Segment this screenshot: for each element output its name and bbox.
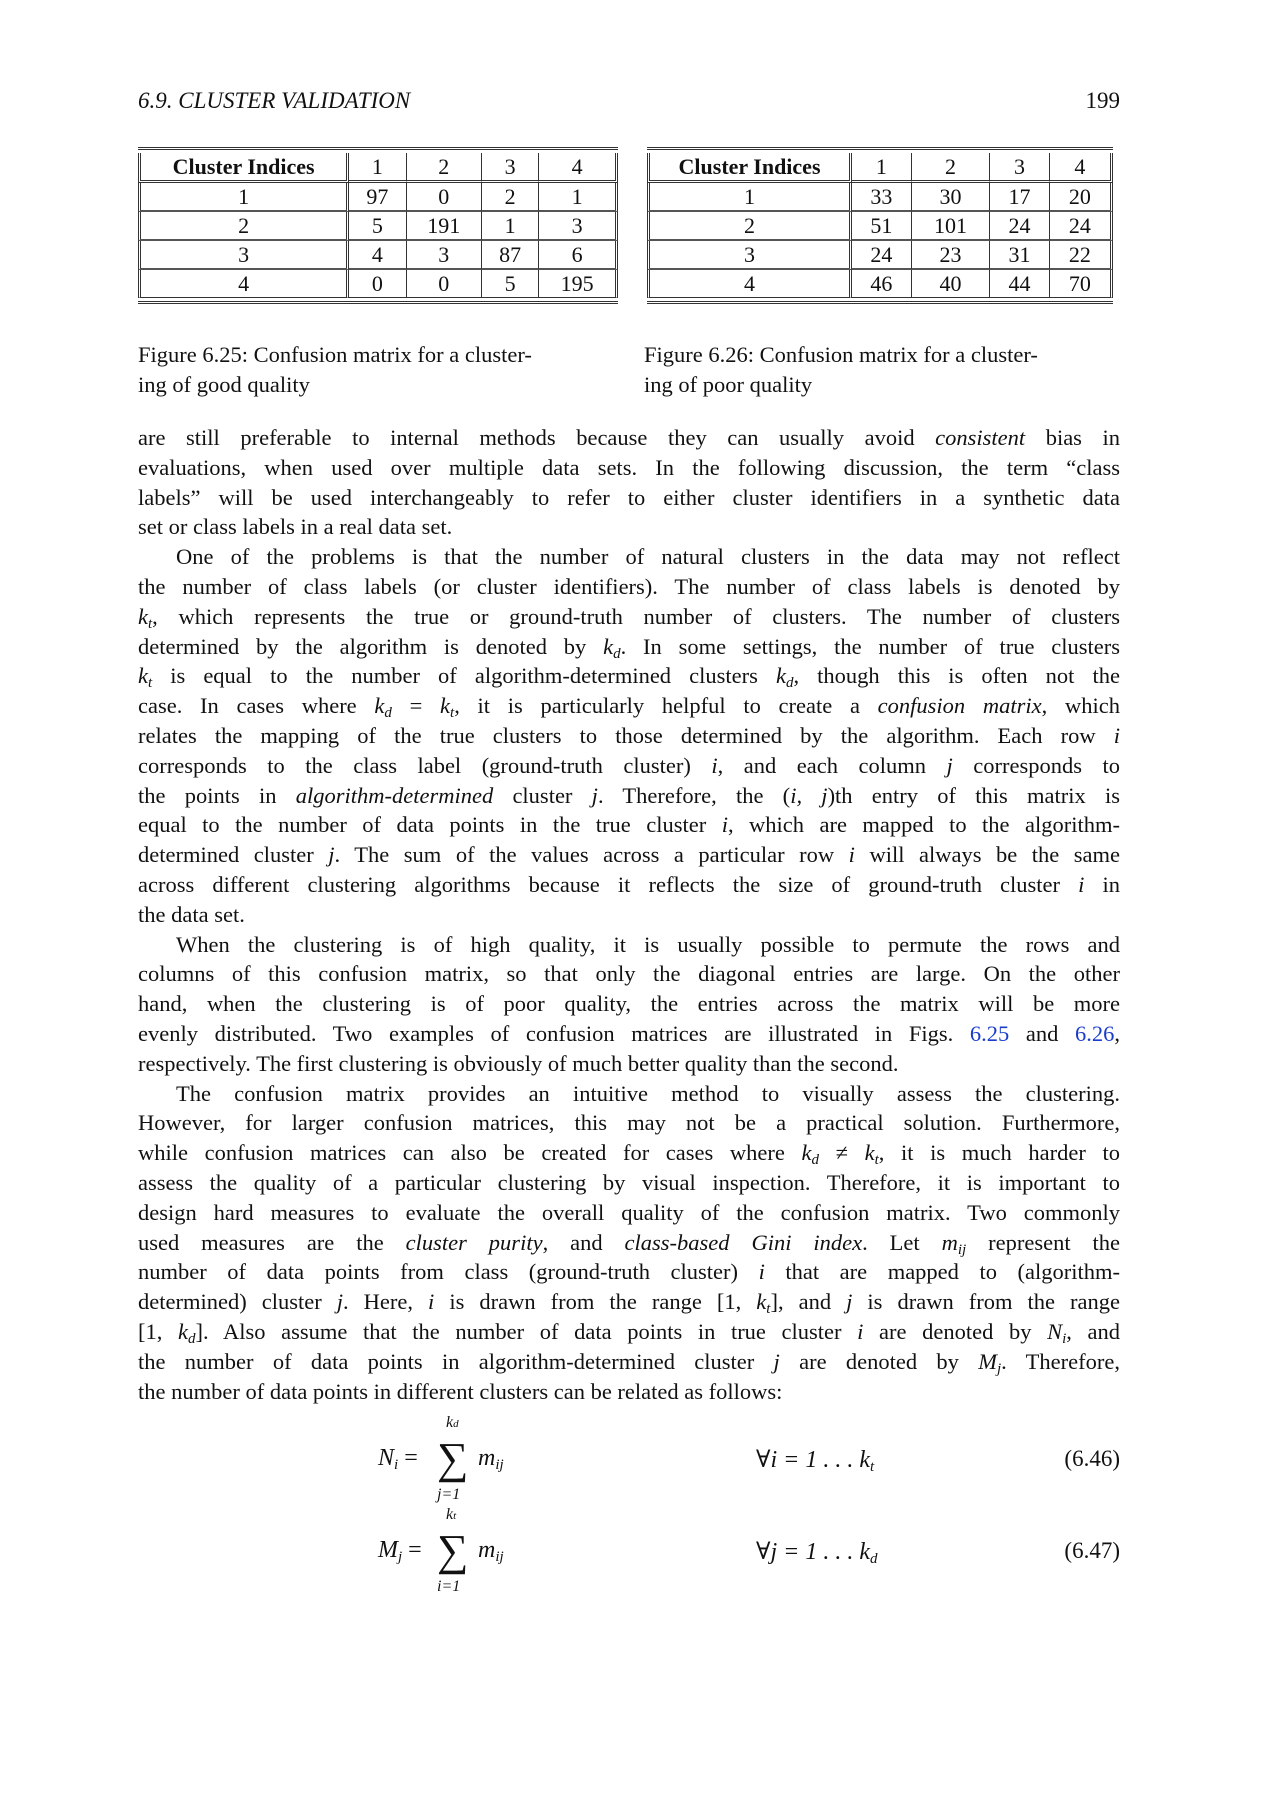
text-span: hand, when the clustering is of poor quality, the entries across the matrix will be more — [138, 991, 1120, 1017]
body-text — [138, 423, 1120, 1406]
sum-term — [478, 1445, 504, 1474]
subscript: d — [811, 1152, 819, 1169]
text-span: . Therefore, — [1001, 1348, 1120, 1374]
text-span: the number of data points in different clusters can be related as follows: — [138, 1378, 783, 1404]
text-span: corresponds to the class label (ground-truth cluster) — [138, 752, 712, 778]
text-span: number of data points from class (ground-truth cluster) — [138, 1259, 759, 1285]
caption-line: Figure 6.26: Confusion matrix for a cluster- — [644, 342, 1038, 367]
text-line — [138, 870, 1120, 900]
row-label-cell: 4 — [647, 270, 852, 298]
text-line — [138, 1108, 1120, 1138]
text-span: j — [846, 1289, 853, 1315]
text-span: . In some settings, the number of true clusters — [620, 633, 1120, 659]
table-row — [138, 183, 618, 212]
table-cell: 6 — [539, 241, 618, 270]
subscript: t — [453, 1510, 457, 1522]
figure-link[interactable]: 6.25 — [969, 1020, 1010, 1046]
text-span: , and each column — [717, 752, 947, 778]
text-span: k — [177, 1318, 188, 1344]
text-line — [138, 572, 1120, 602]
text-span: the number of data points in algorithm-determined cluster — [138, 1348, 774, 1374]
text-line — [138, 959, 1120, 989]
table-cell: 33 — [852, 183, 912, 212]
text-span: ≠ — [819, 1140, 865, 1166]
text-span: , it is particularly helpful to create a — [454, 693, 878, 719]
subscript: t — [450, 705, 455, 722]
subscript: j — [996, 1360, 1002, 1377]
table-cell: 2 — [912, 153, 990, 183]
caption-line: Figure 6.25: Confusion matrix for a cluster- — [138, 342, 532, 367]
condition-text: ∀i = 1 . . . k — [756, 1447, 870, 1473]
text-span: case. In cases where — [138, 693, 375, 719]
table-cell: 3 — [407, 241, 482, 270]
table-cell: 2 — [407, 153, 482, 183]
text-span: across different clustering algorithms because it reflects the size of ground-truth cluster — [138, 871, 1079, 897]
confusion-matrix-poor — [647, 147, 1113, 304]
lhs-symbol: M — [378, 1537, 398, 1563]
text-line — [138, 691, 1120, 721]
row-label-cell: 4 — [138, 270, 349, 298]
text-span: , it is much harder to — [878, 1140, 1120, 1166]
text-span: algorithm-determined — [295, 782, 494, 808]
running-header: 6.9. CLUSTER VALIDATION — [138, 88, 411, 113]
table-cell: 191 — [407, 212, 482, 241]
text-span: i — [428, 1289, 435, 1315]
table-cell: 31 — [990, 241, 1050, 270]
row-label-cell: 2 — [647, 212, 852, 241]
text-line — [138, 423, 1120, 453]
caption-line: ing of poor quality — [644, 372, 813, 397]
text-span: confusion matrix — [877, 693, 1042, 719]
table-header-row — [647, 153, 1113, 183]
subscript: j — [398, 1549, 403, 1565]
text-span: , though this is often not the — [793, 663, 1120, 689]
text-line — [138, 1317, 1120, 1347]
text-span: is drawn from the range [1, — [434, 1289, 757, 1315]
table-cell: 4 — [349, 241, 406, 270]
text-span: in — [1084, 871, 1120, 897]
subscript: t — [148, 675, 153, 692]
lhs-symbol: N — [378, 1445, 395, 1471]
page-number: 199 — [1085, 88, 1120, 113]
text-line — [138, 721, 1120, 751]
text-span: , which are mapped to the algorithm- — [727, 812, 1120, 838]
subscript: d — [453, 1418, 459, 1430]
table-cell: 0 — [407, 270, 482, 298]
text-span: will always be the same — [854, 842, 1121, 868]
table-cell: 4 — [1050, 153, 1113, 183]
text-span: i — [721, 812, 728, 838]
sum-lower-limit: j=1 — [437, 1486, 461, 1503]
text-span: are denoted by — [863, 1318, 1048, 1344]
term-symbol: m — [478, 1445, 496, 1471]
text-span: determined) cluster — [138, 1289, 337, 1315]
text-span: the points in — [138, 782, 296, 808]
text-span: class-based Gini index — [624, 1229, 863, 1255]
subscript: ij — [495, 1457, 504, 1473]
text-span: while confusion matrices can also be created for cases where — [138, 1140, 802, 1166]
text-span: k — [374, 693, 385, 719]
equation-lhs: $M_j$ = — [378, 1537, 422, 1565]
text-span: represent the — [966, 1229, 1120, 1255]
figure-caption-6-25 — [138, 340, 618, 400]
text-span: i — [1113, 722, 1120, 748]
table-cell: 20 — [1050, 183, 1113, 212]
table-cell: 24 — [852, 241, 912, 270]
text-line — [138, 1287, 1120, 1317]
table-row — [138, 241, 618, 270]
table-cell: 1 — [349, 153, 406, 183]
text-span: i — [758, 1259, 765, 1285]
figure-link[interactable]: 6.26 — [1075, 1020, 1115, 1046]
text-span: consistent — [935, 425, 1026, 450]
subscript: ij — [495, 1549, 504, 1565]
text-span: evaluations, when used over multiple data sets. In the following discussion, the term “class — [138, 454, 1120, 480]
text-span: , which represents the true or ground-truth number of clusters. The number of clusters — [152, 603, 1120, 629]
text-span: determined cluster — [138, 842, 329, 868]
sum-term — [478, 1537, 504, 1566]
subscript: t — [870, 1459, 875, 1475]
row-label-cell: 1 — [138, 183, 349, 212]
text-span: . Here, — [343, 1289, 429, 1315]
table-cell: 1 — [539, 183, 618, 212]
text-span: k — [756, 1289, 767, 1315]
sum-upper-limit: kd — [446, 1414, 459, 1431]
text-span: cluster purity — [405, 1229, 543, 1255]
text-line — [138, 900, 1120, 930]
text-line — [138, 810, 1120, 840]
equation-condition — [756, 1537, 878, 1568]
text-span: i — [848, 842, 855, 868]
subscript: ij — [957, 1241, 967, 1258]
row-label-cell: Cluster Indices — [647, 153, 852, 183]
text-line — [138, 1019, 1120, 1049]
text-span: that are mapped to (algorithm- — [764, 1259, 1120, 1285]
text-span: cluster — [493, 782, 592, 808]
text-span: columns of this confusion matrix, so that only the diagonal entries are large. On the other — [138, 961, 1120, 987]
subscript: d — [187, 1330, 196, 1347]
row-label-cell: Cluster Indices — [138, 153, 349, 183]
text-line — [138, 930, 1120, 960]
table-row — [647, 241, 1113, 270]
text-span: i, j — [790, 782, 828, 808]
table-cell: 46 — [852, 270, 912, 298]
sum-lower-limit: i=1 — [437, 1578, 461, 1595]
text-span: ]. Also assume that the number of data points in true cluster — [195, 1318, 858, 1344]
row-label-cell: 3 — [647, 241, 852, 270]
subscript: d — [785, 675, 794, 692]
table-cell: 51 — [852, 212, 912, 241]
table-row — [138, 270, 618, 298]
text-span: . Therefore, the ( — [597, 782, 791, 808]
text-line — [138, 661, 1120, 691]
table-cell: 70 — [1050, 270, 1113, 298]
text-span: One of the problems is that the number of natural clusters in the data may not reflect — [176, 544, 1120, 570]
table-cell: 1 — [852, 153, 912, 183]
text-line — [138, 512, 1120, 542]
text-span: [1, — [138, 1318, 178, 1344]
subscript: t — [766, 1301, 771, 1318]
text-span: k — [801, 1140, 812, 1166]
text-span: design hard measures to evaluate the overall quality of the confusion matrix. Two commonly — [138, 1199, 1120, 1225]
text-line — [138, 1228, 1120, 1258]
subscript: t — [874, 1152, 879, 1169]
text-span: k — [864, 1140, 875, 1166]
summation-icon: ∑ — [437, 1434, 469, 1483]
text-span: assess the quality of a particular clustering by visual inspection. Therefore, it is important to — [138, 1169, 1120, 1195]
text-span: k — [775, 663, 786, 689]
text-span: relates the mapping of the true clusters to those determined by the algorithm. Each row — [138, 722, 1114, 748]
equation-number: (6.46) — [1064, 1446, 1120, 1471]
confusion-matrix-good — [138, 147, 618, 304]
text-span: is drawn from the range — [852, 1289, 1120, 1315]
text-span: used measures are the — [138, 1229, 406, 1255]
text-span: and — [1009, 1020, 1075, 1046]
text-span: N — [1047, 1318, 1063, 1344]
text-span: respectively. The first clustering is obviously of much better quality than the second. — [138, 1050, 899, 1076]
table-row — [647, 212, 1113, 241]
text-span: )th entry of this matrix is — [827, 782, 1120, 808]
table-cell: 44 — [990, 270, 1050, 298]
text-span: are denoted by — [779, 1348, 979, 1374]
row-label-cell: 3 — [138, 241, 349, 270]
text-span: m — [941, 1229, 958, 1255]
text-span: j — [328, 842, 335, 868]
text-line — [138, 1079, 1120, 1109]
text-span: j — [946, 752, 953, 778]
equation-number: (6.47) — [1064, 1538, 1120, 1563]
row-label-cell: 1 — [647, 183, 852, 212]
table-cell: 5 — [349, 212, 406, 241]
subscript: d — [613, 645, 621, 662]
text-span: , — [1114, 1020, 1120, 1046]
table-cell: 22 — [1050, 241, 1113, 270]
text-span: corresponds to — [952, 752, 1120, 778]
table-cell: 4 — [539, 153, 618, 183]
text-line — [138, 1347, 1120, 1377]
text-line — [138, 781, 1120, 811]
text-span: labels” will be used interchangeably to refer to either cluster identifiers in a synthetic data — [138, 484, 1120, 510]
table-cell: 97 — [349, 183, 406, 212]
table-cell: 0 — [407, 183, 482, 212]
table-row — [138, 212, 618, 241]
subscript: i — [1062, 1330, 1067, 1347]
text-span: k — [603, 633, 614, 659]
text-line — [138, 1168, 1120, 1198]
subscript: d — [384, 705, 392, 722]
sum-upper-limit: kt — [446, 1506, 457, 1523]
subscript: i — [394, 1457, 399, 1473]
table-cell: 195 — [539, 270, 618, 298]
text-span: . The sum of the values across a particular row — [334, 842, 849, 868]
text-span: The confusion matrix provides an intuitive method to visually assess the clustering. — [176, 1080, 1120, 1106]
subscript: d — [870, 1551, 878, 1567]
table-cell: 5 — [482, 270, 539, 298]
table-cell: 30 — [912, 183, 990, 212]
caption-line: ing of good quality — [138, 372, 310, 397]
table-cell: 2 — [482, 183, 539, 212]
text-line — [138, 453, 1120, 483]
table-cell: 101 — [912, 212, 990, 241]
table-cell: 40 — [912, 270, 990, 298]
text-span: equal to the number of data points in the true cluster — [138, 812, 722, 838]
text-line — [138, 1049, 1120, 1079]
condition-text: ∀j = 1 . . . k — [756, 1539, 870, 1565]
text-span: bias in — [1025, 425, 1120, 450]
text-span: evenly distributed. Two examples of confusion matrices are illustrated in Figs. — [138, 1020, 970, 1046]
text-span: When the clustering is of high quality, it is usually possible to permute the rows and — [176, 931, 1120, 957]
term-symbol: m — [478, 1537, 496, 1563]
text-line — [138, 1257, 1120, 1287]
text-span: , and — [542, 1229, 625, 1255]
table-cell: 3 — [539, 212, 618, 241]
text-span: the data set. — [138, 901, 245, 927]
text-span: , and — [1066, 1318, 1120, 1344]
text-span: i — [1078, 871, 1085, 897]
text-span: j — [773, 1348, 780, 1374]
equation-condition — [756, 1445, 874, 1476]
row-label-cell: 2 — [138, 212, 349, 241]
text-line — [138, 632, 1120, 662]
text-span: set or class labels in a real data set. — [138, 514, 453, 540]
table-header-row — [138, 153, 618, 183]
text-span: M — [978, 1348, 997, 1374]
equation-lhs: $N_i$ = — [378, 1445, 418, 1473]
table-cell: 24 — [1050, 212, 1113, 241]
subscript: t — [148, 615, 153, 632]
text-span: . Let — [862, 1229, 942, 1255]
table-cell: 1 — [482, 212, 539, 241]
text-line — [138, 1138, 1120, 1168]
table-cell: 87 — [482, 241, 539, 270]
text-span: k — [138, 603, 148, 629]
text-line — [138, 483, 1120, 513]
text-line — [138, 989, 1120, 1019]
text-span: j — [336, 1289, 343, 1315]
text-line — [138, 1198, 1120, 1228]
text-span: i — [857, 1318, 864, 1344]
table-row — [647, 270, 1113, 298]
table-cell: 0 — [349, 270, 406, 298]
text-line — [138, 1377, 1120, 1407]
summation-icon: ∑ — [437, 1526, 469, 1575]
table-row — [647, 183, 1113, 212]
table-cell: 23 — [912, 241, 990, 270]
text-span: k — [138, 663, 148, 689]
text-span: j — [591, 782, 598, 808]
text-span: , which — [1041, 693, 1120, 719]
text-line — [138, 602, 1120, 632]
text-span: k — [440, 693, 451, 719]
text-span: However, for larger confusion matrices, this may not be a practical solution. Furthermore, — [138, 1110, 1120, 1136]
text-span: are still preferable to internal methods because they can usually avoid — [138, 425, 936, 450]
text-line — [138, 751, 1120, 781]
text-span: is equal to the number of algorithm-determined clusters — [152, 663, 776, 689]
table-cell: 3 — [990, 153, 1050, 183]
table-cell: 24 — [990, 212, 1050, 241]
text-span: = — [391, 693, 441, 719]
text-line — [138, 542, 1120, 572]
text-line — [138, 840, 1120, 870]
table-cell: 3 — [482, 153, 539, 183]
text-span: the number of class labels (or cluster identifiers). The number of class labels is denoted by — [138, 573, 1120, 599]
text-span: determined by the algorithm is denoted by — [138, 633, 604, 659]
text-span: ], and — [770, 1289, 847, 1315]
text-span: i — [711, 752, 718, 778]
table-cell: 17 — [990, 183, 1050, 212]
figure-caption-6-26 — [644, 340, 1124, 400]
